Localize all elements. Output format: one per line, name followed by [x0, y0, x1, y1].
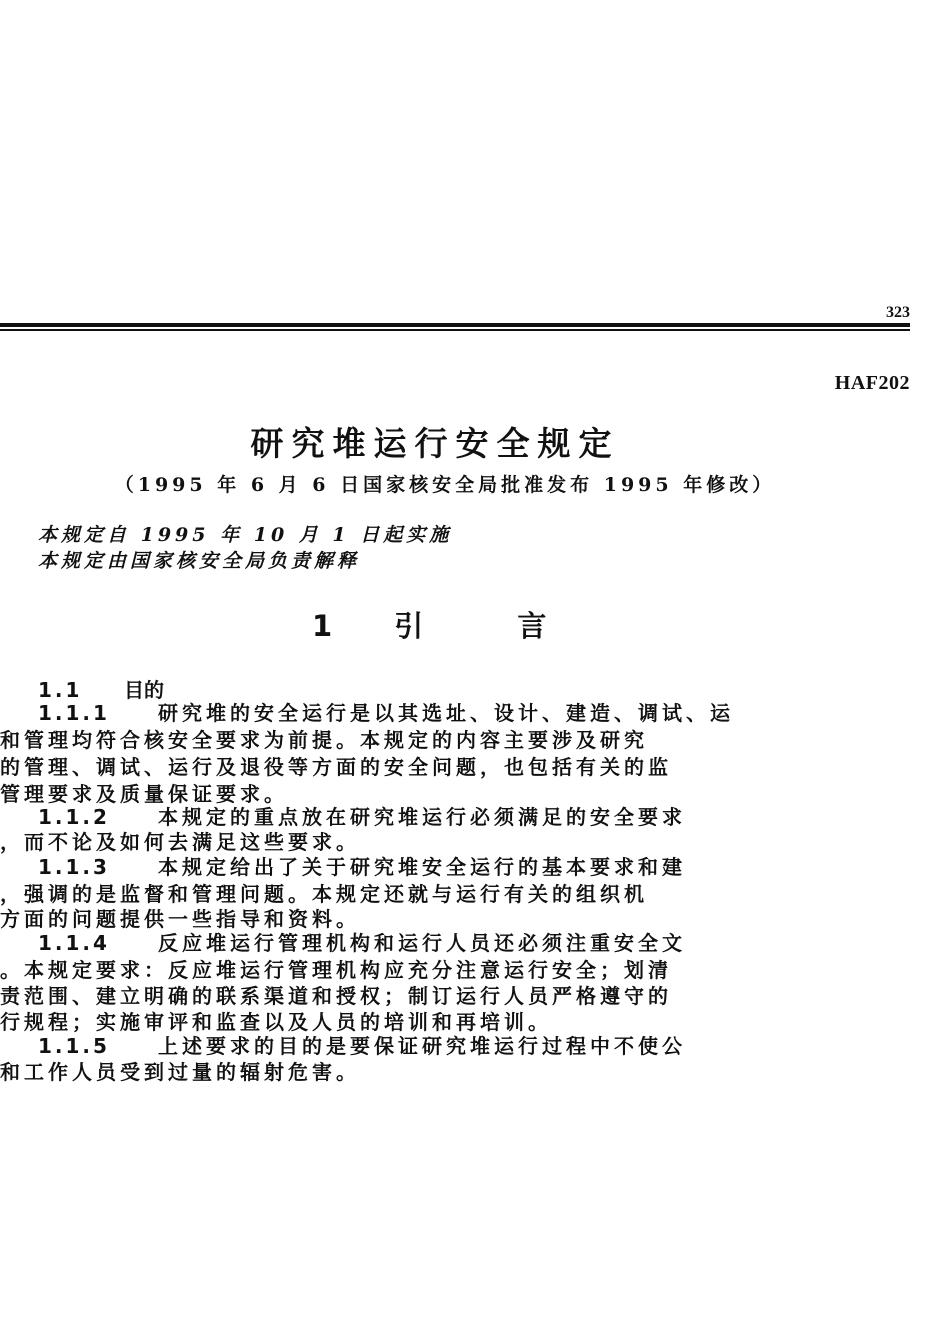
paragraph-text: 本规定的重点放在研究堆运行必须满足的安全要求: [158, 805, 686, 829]
section-number: 1: [312, 609, 333, 643]
paragraph-number: 1.1.4: [38, 931, 110, 955]
subsection-heading: [38, 674, 164, 703]
section-title-part1: 引: [394, 609, 424, 643]
document-title: 研究堆运行安全规定: [250, 424, 620, 463]
subsection-title: 目的: [124, 678, 164, 702]
paragraph-line: 管理要求及质量保证要求。: [0, 782, 288, 806]
paragraph-line: 行规程；实施审评和监查以及人员的培训和再培训。: [0, 1010, 552, 1034]
paragraph-text: 反应堆运行管理机构和运行人员还必须注重安全文: [158, 931, 686, 955]
paragraph-text: 研究堆的安全运行是以其选址、设计、建造、调试、运: [158, 701, 734, 725]
subsection-number: 1.1: [38, 678, 83, 702]
paragraph-number: 1.1.5: [38, 1034, 110, 1058]
paragraph-first-line: [38, 930, 686, 956]
paragraph-first-line: [38, 854, 686, 880]
section-heading: [312, 604, 546, 645]
effective-date-line: 本规定自 1995 年 10 月 1 日起实施: [38, 524, 453, 546]
header-rule-thick: [0, 323, 910, 327]
header-rule-thin: [0, 329, 910, 331]
paragraph-number: 1.1.1: [38, 701, 110, 725]
document-subtitle: （1995 年 6 月 6 日国家核安全局批准发布 1995 年修改）: [114, 474, 776, 496]
document-code: HAF202: [834, 372, 910, 394]
paragraph-line: 责范围、建立明确的联系渠道和授权；制订运行人员严格遵守的: [0, 984, 672, 1008]
paragraph-text: 上述要求的目的是要保证研究堆运行过程中不使公: [158, 1034, 686, 1058]
section-title-part2: 言: [517, 609, 547, 643]
paragraph-first-line: [38, 1033, 686, 1059]
paragraph-text: 本规定给出了关于研究堆安全运行的基本要求和建: [158, 855, 686, 879]
paragraph-line: 方面的问题提供一些指导和资料。: [0, 907, 360, 931]
paragraph-line: 的管理、调试、运行及退役等方面的安全问题，也包括有关的监: [0, 755, 672, 779]
paragraph-line: 和工作人员受到过量的辐射危害。: [0, 1060, 360, 1084]
paragraph-line: ，强调的是监督和管理问题。本规定还就与运行有关的组织机: [0, 882, 648, 906]
paragraph-line: ，而不论及如何去满足这些要求。: [0, 830, 360, 854]
paragraph-first-line: [38, 700, 734, 726]
page-number: 323: [886, 304, 910, 321]
paragraph-line: 和管理均符合核安全要求为前提。本规定的内容主要涉及研究: [0, 728, 648, 752]
paragraph-number: 1.1.3: [38, 855, 110, 879]
interpretation-line: 本规定由国家核安全局负责解释: [38, 550, 361, 572]
paragraph-line: 。本规定要求：反应堆运行管理机构应充分注意运行安全；划清: [0, 958, 672, 982]
paragraph-first-line: [38, 804, 686, 830]
paragraph-number: 1.1.2: [38, 805, 110, 829]
